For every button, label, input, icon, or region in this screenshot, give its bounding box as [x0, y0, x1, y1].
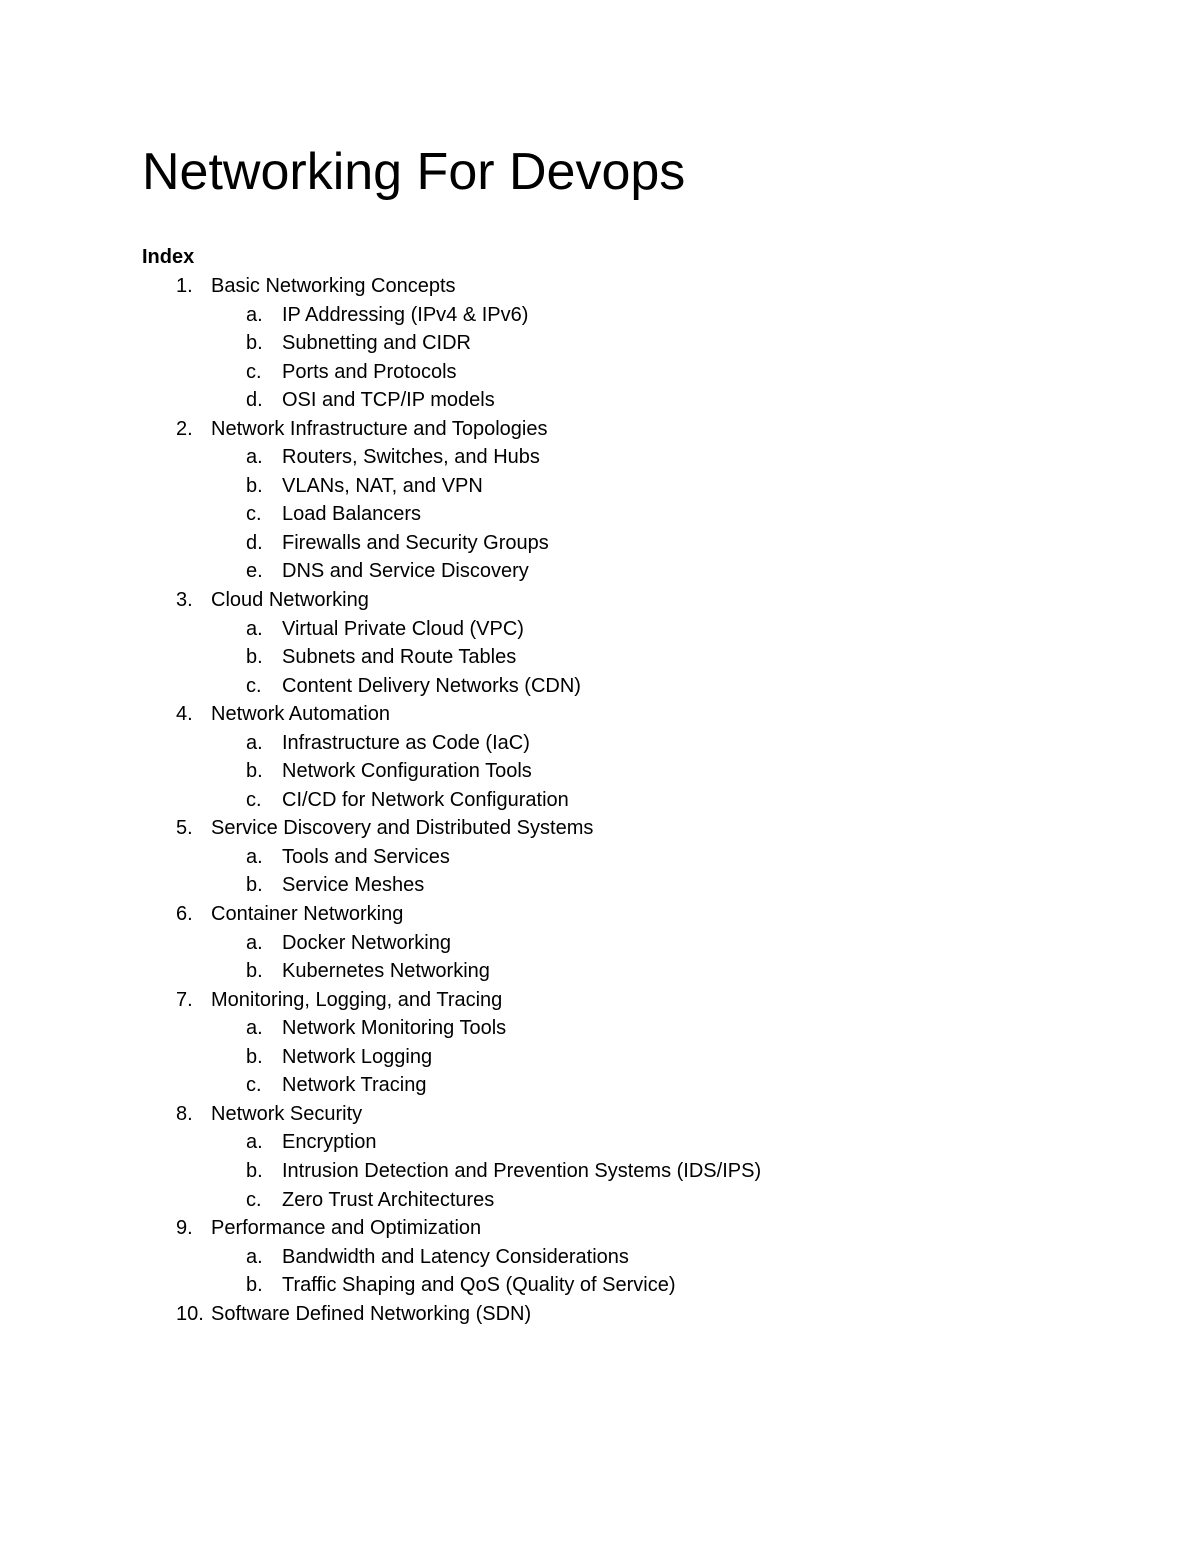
toc-subsection-letter: e. — [246, 560, 263, 583]
toc-section — [0, 700, 1200, 729]
toc-section-label: Service Discovery and Distributed Systems — [211, 817, 594, 840]
toc-section-label: Cloud Networking — [211, 589, 369, 612]
index-heading: Index — [142, 246, 195, 268]
toc-subsection-letter: c. — [246, 503, 262, 526]
toc-section-label: Monitoring, Logging, and Tracing — [211, 988, 503, 1011]
toc-subsection-label: Service Meshes — [282, 874, 425, 897]
toc-subsection — [0, 443, 1200, 472]
toc-subsection-label: Network Tracing — [282, 1074, 427, 1097]
toc-subsection-letter: c. — [246, 1074, 262, 1097]
toc-subsection — [0, 557, 1200, 586]
toc-subsection-letter: b. — [246, 1274, 263, 1297]
toc-subsection-letter: c. — [246, 360, 262, 383]
toc-subsection-letter: a. — [246, 303, 263, 326]
toc-subsection-letter: a. — [246, 446, 263, 469]
toc-subsection — [0, 1271, 1200, 1300]
toc-subsection — [0, 500, 1200, 529]
toc-subsection — [0, 329, 1200, 358]
toc-subsection — [0, 615, 1200, 644]
toc-subsection — [0, 929, 1200, 958]
toc-subsection-letter: a. — [246, 617, 263, 640]
toc-subsection-letter: c. — [246, 1188, 262, 1211]
toc-subsection-letter: c. — [246, 788, 262, 811]
toc-subsection — [0, 672, 1200, 701]
toc-section-number: 10. — [176, 1302, 204, 1325]
toc-section-label: Basic Networking Concepts — [211, 275, 456, 297]
toc-section — [0, 415, 1200, 444]
toc-subsection-label: Docker Networking — [282, 931, 451, 954]
toc-section-label: Container Networking — [211, 903, 404, 926]
toc-subsection — [0, 1186, 1200, 1215]
toc-subsection-letter: b. — [246, 332, 263, 355]
toc-subsection-letter: a. — [246, 845, 263, 868]
toc-subsection — [0, 1243, 1200, 1272]
toc-section-number: 7. — [176, 988, 193, 1011]
toc-section-label: Network Security — [211, 1102, 363, 1125]
toc-section-number: 6. — [176, 903, 193, 926]
toc-subsection-letter: b. — [246, 646, 263, 669]
toc-subsection-letter: a. — [246, 1131, 263, 1154]
toc-subsection-label: Load Balancers — [282, 503, 421, 526]
toc-section — [0, 1300, 1200, 1329]
toc-subsection-letter: c. — [246, 674, 262, 697]
toc-subsection — [0, 843, 1200, 872]
toc-subsection-label: Content Delivery Networks (CDN) — [282, 674, 581, 697]
toc-subsection-label: Network Monitoring Tools — [282, 1017, 507, 1040]
toc-subsection-label: VLANs, NAT, and VPN — [282, 474, 483, 497]
toc-subsection-label: Traffic Shaping and QoS (Quality of Service) — [282, 1274, 676, 1297]
toc-section — [0, 272, 1200, 301]
toc-subsection-label: Tools and Services — [282, 845, 450, 868]
toc-subsection — [0, 1128, 1200, 1157]
toc-section — [0, 1214, 1200, 1243]
toc-subsection — [0, 757, 1200, 786]
toc-subsection-letter: b. — [246, 960, 263, 983]
toc-section — [0, 1100, 1200, 1129]
toc-section-number: 2. — [176, 417, 193, 440]
toc-subsection — [0, 729, 1200, 758]
toc-section — [0, 586, 1200, 615]
toc-subsection-label: Ports and Protocols — [282, 360, 457, 383]
toc-subsection-label: Network Configuration Tools — [282, 760, 532, 783]
toc-subsection — [0, 1014, 1200, 1043]
toc-subsection-letter: a. — [246, 731, 263, 754]
toc-subsection-label: Encryption — [282, 1131, 377, 1154]
toc-subsection-label: DNS and Service Discovery — [282, 560, 529, 583]
toc-subsection-letter: a. — [246, 1017, 263, 1040]
toc-subsection-label: Subnetting and CIDR — [282, 332, 472, 355]
toc-subsection-letter: a. — [246, 1245, 263, 1268]
toc-section-number: 3. — [176, 589, 193, 612]
toc-subsection-letter: b. — [246, 1045, 263, 1068]
toc-subsection-label: Kubernetes Networking — [282, 960, 490, 983]
toc-section — [0, 814, 1200, 843]
toc-subsection — [0, 786, 1200, 815]
toc-subsection — [0, 472, 1200, 501]
table-of-contents — [0, 272, 1200, 1328]
toc-section — [0, 900, 1200, 929]
toc-subsection — [0, 386, 1200, 415]
toc-section-label: Network Infrastructure and Topologies — [211, 417, 548, 440]
toc-subsection-letter: a. — [246, 931, 263, 954]
toc-subsection — [0, 1043, 1200, 1072]
toc-subsection-label: Routers, Switches, and Hubs — [282, 446, 540, 469]
toc-subsection — [0, 529, 1200, 558]
toc-subsection-label: OSI and TCP/IP models — [282, 389, 495, 412]
toc-section-label: Software Defined Networking (SDN) — [211, 1302, 532, 1325]
toc-section-number: 4. — [176, 703, 193, 726]
toc-subsection-label: Network Logging — [282, 1045, 433, 1068]
toc-subsection-label: Subnets and Route Tables — [282, 646, 517, 669]
toc-subsection-letter: b. — [246, 1159, 263, 1182]
toc-subsection-letter: d. — [246, 389, 263, 412]
toc-subsection — [0, 871, 1200, 900]
toc-subsection — [0, 301, 1200, 330]
toc-subsection-letter: b. — [246, 760, 263, 783]
toc-section-number: 8. — [176, 1102, 193, 1125]
toc-section-number: 5. — [176, 817, 193, 840]
toc-subsection — [0, 643, 1200, 672]
toc-subsection-label: Zero Trust Architectures — [282, 1188, 495, 1211]
toc-subsection-label: IP Addressing (IPv4 & IPv6) — [282, 303, 529, 326]
toc-subsection-label: Firewalls and Security Groups — [282, 531, 549, 554]
toc-subsection-label: Virtual Private Cloud (VPC) — [282, 617, 524, 640]
toc-subsection-label: CI/CD for Network Configuration — [282, 788, 569, 811]
toc-subsection-letter: b. — [246, 474, 263, 497]
toc-subsection — [0, 1071, 1200, 1100]
toc-section-number: 9. — [176, 1217, 193, 1240]
toc-subsection-letter: d. — [246, 531, 263, 554]
toc-subsection-label: Intrusion Detection and Prevention Systems (IDS/IPS) — [282, 1159, 762, 1182]
toc-section — [0, 986, 1200, 1015]
toc-subsection — [0, 358, 1200, 387]
toc-section-label: Network Automation — [211, 703, 390, 726]
toc-subsection-label: Bandwidth and Latency Considerations — [282, 1245, 629, 1268]
toc-section-label: Performance and Optimization — [211, 1217, 482, 1240]
toc-subsection — [0, 957, 1200, 986]
toc-subsection — [0, 1157, 1200, 1186]
toc-subsection-label: Infrastructure as Code (IaC) — [282, 731, 530, 754]
document-title: Networking For Devops — [142, 143, 686, 201]
toc-subsection-letter: b. — [246, 874, 263, 897]
toc-section-number: 1. — [176, 275, 193, 297]
